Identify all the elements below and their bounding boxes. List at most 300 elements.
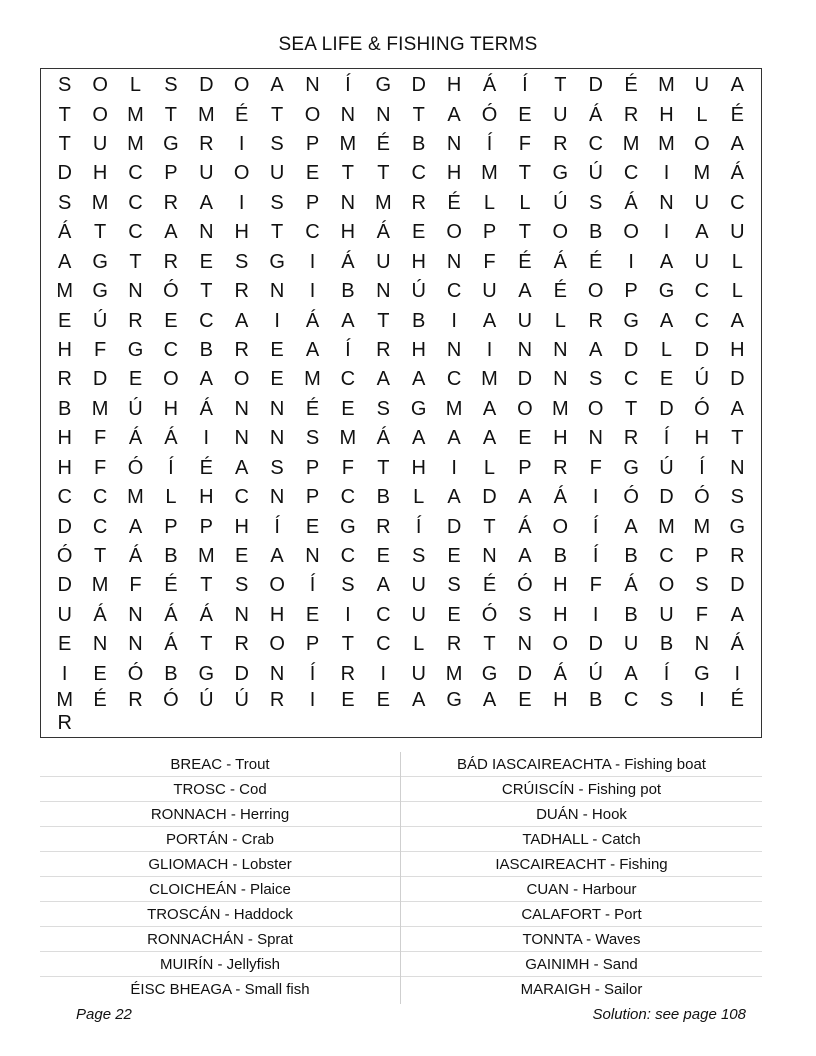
grid-cell: N (376, 103, 391, 126)
grid-cell: H (553, 427, 568, 450)
grid-cell: Ú (588, 662, 603, 685)
grid-cell: Ó (481, 603, 498, 626)
grid-cell: C (305, 221, 320, 244)
grid-cell: Á (553, 486, 567, 509)
grid-cell: N (269, 662, 285, 685)
grid-cell: C (730, 191, 745, 214)
grid-cell: C (234, 486, 249, 509)
grid-cell: F (483, 250, 496, 273)
grid-cell: R (623, 427, 639, 450)
word-list-left-column (40, 752, 401, 1004)
grid-cell: I (451, 456, 457, 479)
grid-cell: I (451, 309, 457, 332)
grid-cell: A (589, 339, 603, 362)
grid-cell: A (659, 250, 674, 273)
grid-cell: M (445, 662, 463, 685)
grid-cell: A (518, 486, 532, 509)
grid-cell: L (660, 339, 673, 362)
grid-cell: S (58, 74, 72, 97)
grid-cell: M (658, 133, 675, 156)
grid-cell: L (554, 309, 566, 332)
grid-cell: R (376, 339, 391, 362)
grid-cell: L (731, 280, 743, 303)
grid-cell: T (200, 574, 213, 597)
grid-cell: G (92, 250, 108, 273)
grid-cell: B (164, 662, 178, 685)
grid-cell: G (481, 662, 498, 685)
grid-cell: M (658, 515, 675, 538)
grid-cell: É (235, 103, 249, 126)
grid-cell: T (341, 633, 354, 656)
grid-cell: A (659, 309, 674, 332)
grid-cell: R (199, 133, 214, 156)
grid-cell: I (345, 603, 351, 626)
grid-cell: R (446, 633, 462, 656)
grid-cell: G (163, 133, 179, 156)
grid-cell: N (128, 280, 143, 303)
grid-cell: N (269, 486, 285, 509)
grid-cell: S (730, 486, 744, 509)
grid-cell: I (486, 339, 493, 362)
grid-cell: Ó (127, 662, 144, 685)
grid-cell: O (269, 574, 285, 597)
grid-cell: Ó (163, 689, 179, 711)
grid-cell: A (730, 603, 744, 626)
grid-cell: C (199, 309, 214, 332)
grid-cell: N (92, 633, 108, 656)
grid-cell: A (235, 309, 249, 332)
grid-cell: Á (589, 103, 603, 126)
grid-cell: H (340, 221, 356, 244)
grid-cell: A (270, 74, 284, 97)
grid-cell: E (518, 689, 532, 711)
grid-cell: T (129, 250, 142, 273)
grid-cell: A (482, 427, 497, 450)
grid-cell: M (91, 397, 109, 420)
grid-cell: R (57, 368, 72, 391)
page-number: Page 22 (76, 1006, 132, 1023)
word-list-item: ÉISC BHEAGA - Small fish (130, 981, 310, 998)
grid-cell: Í (345, 339, 351, 362)
grid-cell: L (696, 103, 708, 126)
grid-cell: T (412, 103, 425, 126)
grid-cell: B (341, 280, 355, 303)
grid-cell: T (377, 456, 390, 479)
grid-cell: M (339, 427, 357, 450)
grid-cell: D (659, 397, 674, 420)
grid-cell: M (481, 368, 498, 391)
grid-cell: H (163, 397, 179, 420)
grid-cell: E (128, 368, 143, 391)
word-list-item: DUÁN - Hook (401, 802, 762, 827)
grid-cell: A (730, 74, 744, 97)
grid-cell: U (411, 662, 426, 685)
grid-cell: U (694, 250, 710, 273)
grid-cell: O (694, 133, 710, 156)
grid-cell: M (551, 397, 569, 420)
grid-cell: H (92, 162, 108, 185)
grid-cell: C (340, 486, 356, 509)
grid-cell: S (305, 427, 320, 450)
word-list-item: MUIRÍN - Jellyfish (40, 952, 400, 977)
grid-cell: S (164, 74, 178, 97)
grid-cell: E (58, 309, 72, 332)
grid-cell: I (380, 662, 387, 685)
grid-cell: A (482, 689, 497, 711)
grid-cell: M (91, 191, 109, 214)
grid-cell: T (341, 162, 354, 185)
grid-cell: Á (199, 603, 213, 626)
grid-cell: M (339, 133, 357, 156)
word-list-item: TROSCÁN - Haddock (40, 902, 400, 927)
grid-cell: D (517, 662, 533, 685)
grid-cell: F (589, 574, 602, 597)
grid-cell: C (92, 486, 108, 509)
grid-cell: C (376, 633, 391, 656)
word-list-item: BREAC - Trout (40, 752, 400, 777)
grid-cell: Ú (411, 280, 426, 303)
grid-cell: O (269, 633, 285, 656)
grid-cell: B (659, 633, 674, 656)
grid-cell: É (447, 191, 461, 214)
grid-cell: Á (553, 662, 567, 685)
grid-cell: A (624, 662, 638, 685)
grid-cell: H (199, 486, 214, 509)
grid-cell: L (731, 250, 743, 273)
grid-cell: G (623, 309, 639, 332)
grid-cell: I (592, 486, 599, 509)
grid-cell: R (57, 712, 72, 734)
grid-cell: S (235, 250, 249, 273)
grid-cell: Ó (127, 456, 144, 479)
grid-cell: U (57, 603, 72, 626)
grid-cell: P (518, 456, 532, 479)
word-list (40, 752, 762, 1004)
grid-cell: I (663, 221, 670, 244)
grid-cell: H (411, 250, 426, 273)
grid-cell: H (269, 603, 285, 626)
grid-cell: S (447, 574, 461, 597)
grid-cell: G (340, 515, 356, 538)
grid-cell: O (552, 633, 569, 656)
grid-cell: H (57, 456, 72, 479)
grid-cell: F (93, 339, 107, 362)
grid-cell: O (446, 221, 462, 244)
grid-cell: É (93, 689, 107, 711)
grid-cell: N (659, 191, 674, 214)
grid-cell: C (92, 515, 108, 538)
grid-cell: O (552, 515, 569, 538)
grid-cell: M (693, 162, 711, 185)
grid-cell: N (234, 397, 249, 420)
grid-cell: Ó (481, 103, 498, 126)
grid-cell: E (447, 545, 461, 568)
word-list-item: CLOICHEÁN - Plaice (40, 877, 400, 902)
grid-cell: A (695, 221, 709, 244)
grid-cell: S (589, 191, 603, 214)
grid-cell: D (588, 633, 603, 656)
grid-cell: S (270, 133, 284, 156)
grid-cell: I (238, 133, 245, 156)
grid-cell: I (734, 662, 741, 685)
grid-cell: Á (164, 633, 178, 656)
grid-cell: A (730, 309, 744, 332)
grid-cell: E (659, 368, 674, 391)
grid-cell: A (624, 515, 638, 538)
grid-cell: B (624, 545, 638, 568)
word-list-item: GAINIMH - Sand (401, 952, 762, 977)
grid-cell: D (57, 162, 72, 185)
grid-cell: C (446, 280, 462, 303)
grid-cell: I (592, 603, 599, 626)
grid-cell: T (624, 397, 638, 420)
grid-cell: E (199, 250, 213, 273)
grid-cell: F (341, 456, 354, 479)
grid-cell: Ó (694, 486, 710, 509)
grid-cell: N (730, 456, 745, 479)
grid-cell: M (481, 162, 498, 185)
grid-cell: A (518, 545, 532, 568)
grid-cell: A (58, 250, 72, 273)
grid-cell: F (589, 456, 602, 479)
grid-cell: O (658, 574, 675, 597)
grid-cell: A (341, 309, 355, 332)
grid-cell: T (58, 133, 71, 156)
grid-cell: B (589, 689, 603, 711)
grid-cell: A (235, 456, 249, 479)
page-title: SEA LIFE & FISHING TERMS (278, 34, 538, 55)
grid-cell: D (57, 574, 72, 597)
grid-cell: F (93, 427, 107, 450)
grid-cell: H (57, 427, 72, 450)
grid-cell: O (163, 368, 179, 391)
word-list-item: TADHALL - Catch (401, 827, 762, 852)
grid-cell: E (447, 603, 461, 626)
grid-cell: C (623, 162, 639, 185)
grid-cell: M (56, 280, 74, 303)
grid-cell: R (128, 309, 143, 332)
grid-cell: É (730, 103, 744, 126)
grid-cell: Á (730, 162, 744, 185)
grid-cell: S (659, 689, 674, 711)
grid-cell: T (93, 545, 107, 568)
grid-cell: S (270, 191, 284, 214)
grid-cell: L (483, 191, 496, 214)
grid-cell: C (340, 545, 356, 568)
grid-cell: U (659, 603, 674, 626)
grid-cell: D (694, 339, 710, 362)
grid-cell: C (694, 280, 710, 303)
grid-cell: C (57, 486, 72, 509)
grid-cell: M (91, 574, 109, 597)
grid-cell: A (447, 486, 461, 509)
grid-cell: T (518, 162, 531, 185)
grid-cell: R (623, 103, 639, 126)
grid-cell: D (588, 74, 603, 97)
word-list-item: IASCAIREACHT - Fishing (401, 852, 762, 877)
grid-cell: Ó (623, 486, 639, 509)
grid-cell: Í (274, 515, 280, 538)
grid-cell: E (341, 689, 355, 711)
grid-cell: E (412, 221, 426, 244)
word-list-item: TONNTA - Waves (401, 927, 762, 952)
word-list-item: PORTÁN - Crab (40, 827, 400, 852)
grid-cell: O (552, 221, 569, 244)
grid-cell: M (658, 74, 675, 97)
grid-cell: T (377, 309, 390, 332)
grid-cell: O (587, 397, 604, 420)
grid-cell: C (694, 309, 710, 332)
grid-cell: A (482, 397, 497, 420)
grid-cell: A (376, 574, 390, 597)
grid-cell: P (624, 280, 638, 303)
grid-cell: Ú (234, 689, 249, 711)
grid-cell: S (341, 574, 355, 597)
grid-cell: U (730, 221, 745, 244)
grid-cell: N (128, 633, 143, 656)
grid-cell: U (411, 603, 426, 626)
grid-cell: A (199, 368, 213, 391)
grid-cell: G (623, 456, 639, 479)
grid-cell: C (623, 368, 639, 391)
grid-cell: T (58, 103, 71, 126)
grid-cell: P (305, 486, 320, 509)
grid-cell: H (57, 339, 72, 362)
grid-cell: T (377, 162, 390, 185)
grid-cell: M (693, 515, 711, 538)
word-list-item: BÁD IASCAIREACHTA - Fishing boat (401, 752, 762, 777)
grid-cell: A (482, 309, 497, 332)
grid-cell: R (269, 689, 285, 711)
grid-cell: Á (376, 427, 390, 450)
grid-cell: B (164, 545, 178, 568)
grid-cell: Ú (128, 397, 143, 420)
grid-cell: R (340, 662, 356, 685)
grid-cell: Í (168, 456, 174, 479)
grid-cell: F (129, 574, 142, 597)
word-list-item: RONNACH - Herring (40, 802, 400, 827)
grid-cell: R (730, 545, 745, 568)
grid-cell: É (376, 133, 390, 156)
grid-cell: U (623, 633, 639, 656)
grid-cell: D (482, 486, 497, 509)
grid-cell: É (482, 574, 497, 597)
grid-cell: A (447, 427, 461, 450)
grid-cell: T (164, 103, 177, 126)
grid-cell: N (517, 633, 533, 656)
grid-cell: R (234, 633, 249, 656)
grid-cell: D (730, 574, 745, 597)
grid-cell: A (199, 191, 213, 214)
grid-cell: S (412, 545, 426, 568)
grid-cell: O (304, 103, 321, 126)
grid-cell: E (341, 397, 355, 420)
grid-cell: L (129, 74, 142, 97)
grid-cell: G (658, 280, 675, 303)
grid-cell: Á (305, 309, 320, 332)
grid-cell: Á (58, 221, 72, 244)
grid-cell: R (234, 339, 249, 362)
grid-cell: T (483, 633, 496, 656)
grid-cell: A (412, 368, 426, 391)
grid-cell: A (518, 280, 532, 303)
grid-cell: N (446, 133, 462, 156)
grid-cell: D (199, 74, 214, 97)
grid-cell: F (518, 133, 531, 156)
grid-cell: E (93, 662, 107, 685)
grid-cell: N (269, 397, 285, 420)
grid-cell: T (270, 103, 284, 126)
grid-cell: Í (345, 74, 351, 97)
grid-cell: G (92, 280, 108, 303)
grid-cell: S (518, 603, 532, 626)
grid-cell: N (588, 427, 603, 450)
grid-cell: H (553, 603, 568, 626)
grid-cell: R (553, 456, 568, 479)
grid-cell: M (127, 103, 144, 126)
grid-cell: E (305, 603, 320, 626)
grid-cell: B (589, 221, 603, 244)
grid-cell: Í (663, 662, 670, 685)
grid-cell: H (553, 574, 568, 597)
grid-cell: U (92, 133, 108, 156)
grid-cell: Á (624, 191, 638, 214)
grid-cell: N (340, 191, 356, 214)
grid-cell: C (163, 339, 179, 362)
grid-cell: Í (415, 515, 422, 538)
grid-cell: Á (730, 633, 744, 656)
grid-cell: N (553, 368, 568, 391)
grid-cell: A (412, 689, 426, 711)
grid-cell: E (305, 162, 320, 185)
grid-cell: H (446, 162, 462, 185)
grid-cell: A (164, 221, 178, 244)
grid-cell: E (305, 515, 320, 538)
grid-cell: Á (128, 545, 143, 568)
grid-cell: H (694, 427, 710, 450)
grid-cell: Á (93, 603, 107, 626)
grid-cell: E (376, 545, 390, 568)
grid-cell: I (61, 662, 68, 685)
word-list-item: RONNACHÁN - Sprat (40, 927, 400, 952)
grid-cell: T (93, 221, 107, 244)
grid-cell: B (624, 603, 638, 626)
word-list-item: TROSC - Cod (40, 777, 400, 802)
grid-cell: Í (309, 662, 316, 685)
grid-cell: É (553, 280, 567, 303)
grid-cell: N (482, 545, 497, 568)
grid-cell: L (413, 633, 425, 656)
grid-cell: I (628, 250, 634, 273)
grid-cell: C (411, 162, 426, 185)
grid-cell: N (446, 250, 462, 273)
grid-cell: L (519, 191, 531, 214)
grid-cell: G (375, 74, 392, 97)
grid-cell: I (663, 162, 670, 185)
word-list-item: CALAFORT - Port (401, 902, 762, 927)
grid-cell: Ó (163, 280, 179, 303)
grid-cell: G (127, 339, 144, 362)
grid-cell: S (376, 397, 390, 420)
grid-cell: Á (164, 427, 178, 450)
grid-cell: E (235, 545, 249, 568)
grid-cell: Í (592, 515, 599, 538)
grid-cell: É (589, 250, 603, 273)
grid-cell: C (128, 221, 143, 244)
grid-cell: R (234, 280, 249, 303)
grid-cell: N (234, 427, 249, 450)
grid-cell: R (588, 309, 603, 332)
